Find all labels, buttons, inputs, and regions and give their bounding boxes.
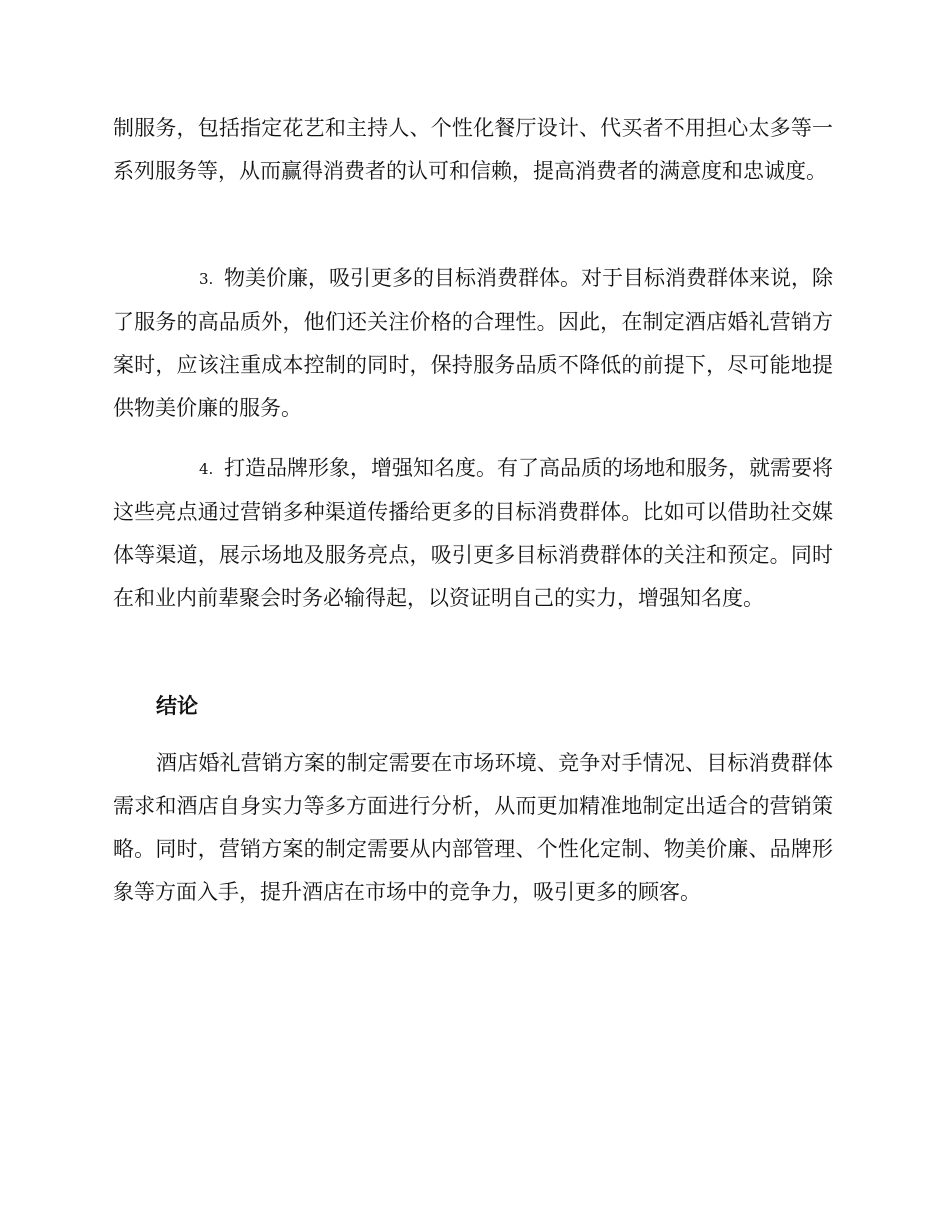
list-item-text: 打造品牌形象，增强知名度。有了高品质的场地和服务，就需要将这些亮点通过营销多种渠道传播给更多的目标消费群体。比如可以借助社交媒体等渠道，展示场地及服务亮点，吸引更多目标消费群体的关注和预定。同时在和业内前辈聚会时务必输得起，以资证明自己的实力，增强知名度。 — [113, 456, 833, 610]
list-item-number: 3. — [199, 270, 214, 288]
conclusion-heading: 结论 — [156, 694, 198, 718]
list-item-3 — [113, 257, 833, 430]
conclusion-paragraph: 酒店婚礼营销方案的制定需要在市场环境、竞争对手情况、目标消费群体需求和酒店自身实力等多方面进行分析，从而更加精准地制定出适合的营销策略。同时，营销方案的制定需要从内部管理、个性化定制、物美价廉、品牌形象等方面入手，提升酒店在市场中的竞争力，吸引更多的顾客。 — [113, 751, 833, 904]
list-item-4 — [113, 447, 833, 620]
continuation-paragraph: 制服务，包括指定花艺和主持人、个性化餐厅设计、代买者不用担心太多等一系列服务等，从而赢得消费者的认可和信赖，提高消费者的满意度和忠诚度。 — [113, 116, 833, 183]
list-item-number: 4. — [199, 460, 214, 478]
list-item-text: 物美价廉，吸引更多的目标消费群体。对于目标消费群体来说，除了服务的高品质外，他们还关注价格的合理性。因此，在制定酒店婚礼营销方案时，应该注重成本控制的同时，保持服务品质不降低的前提下，尽可能地提供物美价廉的服务。 — [113, 266, 833, 420]
